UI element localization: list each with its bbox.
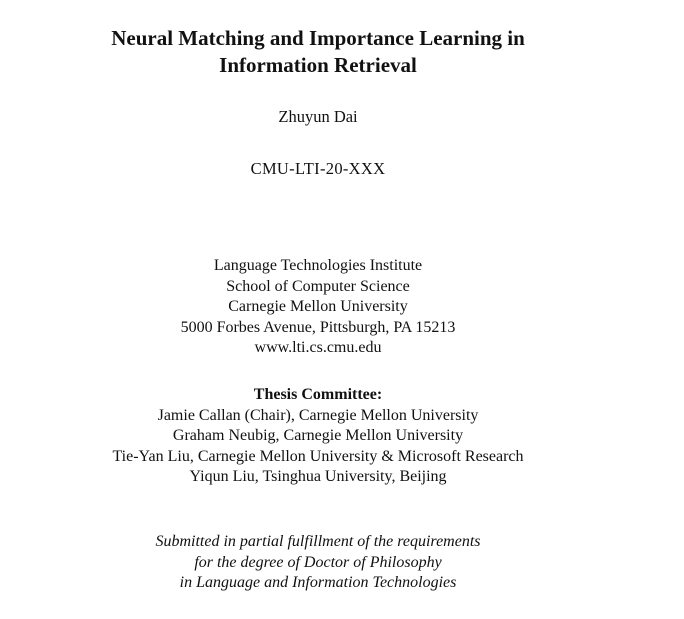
committee-member: Graham Neubig, Carnegie Mellon University: [172, 427, 464, 444]
author-name: Zhuyun Dai: [278, 107, 358, 126]
institution-address: [0, 256, 636, 359]
address-line-university: Carnegie Mellon University: [228, 298, 408, 315]
thesis-title-line-2: Information Retrieval: [219, 53, 417, 77]
thesis-title: [0, 25, 636, 79]
report-number: CMU-LTI-20-XXX: [250, 159, 386, 178]
committee-member: Yiqun Liu, Tsinghua University, Beijing: [189, 468, 447, 485]
submission-line-3: in Language and Information Technologies: [179, 574, 457, 591]
address-line-institute: Language Technologies Institute: [213, 257, 423, 274]
committee-member: Jamie Callan (Chair), Carnegie Mellon University: [157, 406, 479, 424]
thesis-committee: [0, 385, 636, 488]
submission-statement: [0, 532, 636, 594]
committee-member: Tie-Yan Liu, Carnegie Mellon University & Microsoft Research: [112, 447, 524, 465]
address-line-school: School of Computer Science: [226, 277, 410, 295]
committee-heading: Thesis Committee:: [253, 386, 383, 403]
submission-line-2: for the degree of Doctor of Philosophy: [194, 553, 442, 571]
submission-line-1: Submitted in partial fulfillment of the requirements: [155, 533, 481, 550]
address-line-street: 5000 Forbes Avenue, Pittsburgh, PA 15213: [180, 318, 456, 336]
thesis-title-line-1: Neural Matching and Importance Learning in: [111, 26, 525, 50]
address-line-website: www.lti.cs.cmu.edu: [254, 339, 382, 356]
